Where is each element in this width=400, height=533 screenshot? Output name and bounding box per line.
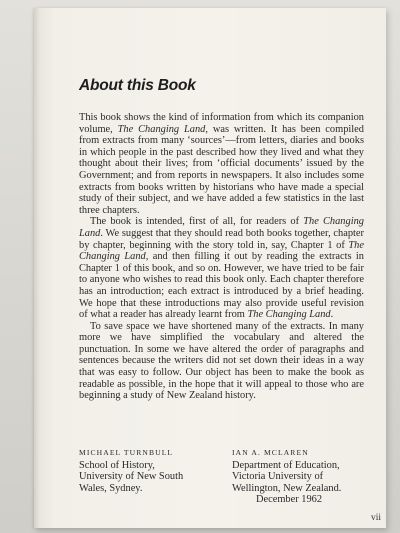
- author-name: MICHAEL TURNBULL: [79, 448, 174, 457]
- affiliation-line: School of History,: [79, 459, 155, 471]
- book-page: [34, 8, 386, 528]
- text-run: . We suggest that they should read both books together, chapter by chapter, beginning with the story told in, say, Chapter 1 of: [79, 227, 364, 251]
- book-title-italic: The Changing Land: [79, 216, 364, 239]
- affiliation-line: University of New South: [79, 471, 184, 483]
- book-title-italic: The Changing Land: [79, 239, 364, 263]
- paragraph-3: [79, 321, 364, 402]
- body-text: [79, 112, 364, 402]
- author-name: IAN A. MCLAREN: [232, 448, 309, 457]
- text-run: .: [330, 309, 334, 321]
- page-title: About this Book: [79, 77, 196, 94]
- affiliation-line: Victoria University of: [232, 471, 324, 483]
- text-run: This book shows the kind of information from which its companion volume,: [79, 112, 364, 135]
- signature-date: December 1962: [256, 494, 323, 506]
- signature-block-right: [232, 447, 372, 506]
- book-title-italic: The Changing Land: [247, 309, 331, 321]
- affiliation-line: Wellington, New Zealand.: [232, 482, 342, 494]
- text-run: , and then filling it out by reading the extracts in Chapter 1 of this book, and so on. However, we have tried to be fair to anyone who wishes to read this book only. Each chapter therefore has an introduction; each extract is introduced by a brief heading. We hope that these introductions may also provide useful revision of what a reader has already learnt from: [79, 251, 364, 321]
- paragraph-1: [79, 112, 364, 216]
- page-number: vii: [371, 513, 382, 523]
- affiliation-line: Department of Education,: [232, 459, 340, 471]
- affiliation-line: Wales, Sydney.: [79, 482, 143, 494]
- signature-block-left: [79, 447, 209, 494]
- book-title-italic: The Changing Land: [117, 123, 206, 135]
- paragraph-2: [79, 216, 364, 320]
- text-run: , was written. It has been compiled from extracts from many ‘sources’—from letters, diaries and books in which people in the past described how they lived and what they thought about their lives; from ‘official documents’ issued by the Government; and from reports in newspapers. It also includes some extracts from books written by historians who have made a special study of their subject, and we have added a few statistics in the last three chapters.: [79, 123, 364, 216]
- text-run: To save space we have shortened many of the extracts. In many more we have simplified the vocabulary and altered the punctuation. In some we have altered the order of paragraphs and sentences because the writers did not set down their ideas in a way that was easy to follow. Our object has been to make the book as readable as possible, in the hope that it will appeal to those who are beginning a study of New Zealand history.: [79, 320, 364, 402]
- text-run: The book is intended, first of all, for readers of: [90, 216, 304, 228]
